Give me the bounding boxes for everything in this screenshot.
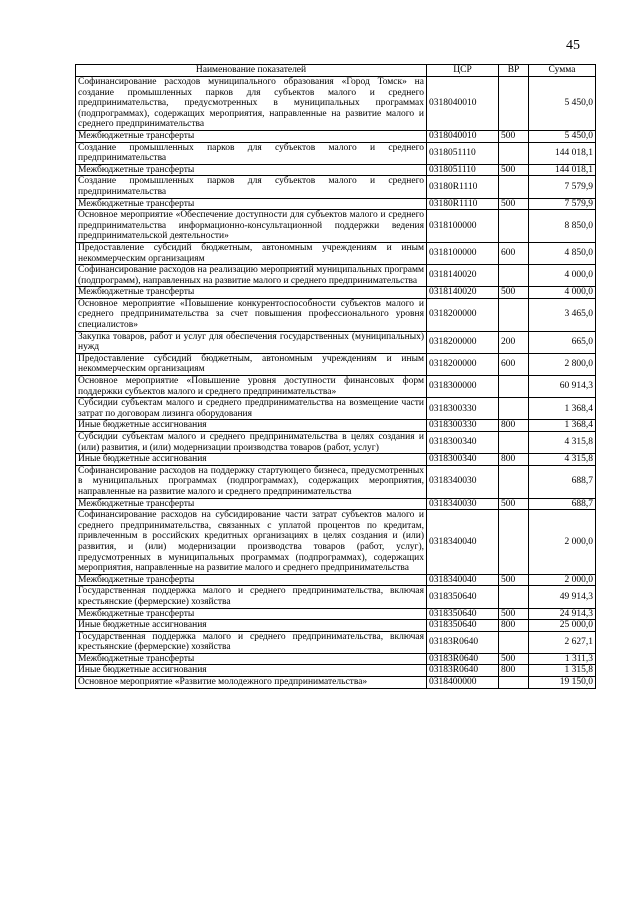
cell-csr: 03183R0640 xyxy=(427,653,499,665)
cell-sum: 24 914,3 xyxy=(529,608,596,620)
cell-csr: 0318200000 xyxy=(427,298,499,331)
table-row xyxy=(76,376,596,398)
table-header-row xyxy=(76,65,596,77)
cell-sum: 4 315,8 xyxy=(529,432,596,454)
cell-name: Межбюджетные трансферты xyxy=(76,574,427,586)
table-row xyxy=(76,631,596,653)
table-row xyxy=(76,465,596,498)
cell-name: Межбюджетные трансферты xyxy=(76,608,427,620)
cell-name: Софинансирование расходов муниципального образования «Город Томск» на создание промышленных парков для субъектов малого и среднего предпринимательства, предусмотренных в муниципальных программах (подпрограммах), содержащих мероприятия, направленные на развитие малого и среднего предпринимательства xyxy=(76,77,427,131)
cell-sum: 4 000,0 xyxy=(529,287,596,299)
cell-vr xyxy=(499,210,529,243)
cell-vr xyxy=(499,510,529,575)
table-body xyxy=(76,77,596,689)
cell-sum: 2 800,0 xyxy=(529,353,596,375)
cell-csr: 0318300340 xyxy=(427,454,499,466)
table-row xyxy=(76,432,596,454)
cell-csr: 0318340040 xyxy=(427,574,499,586)
cell-name: Закупка товаров, работ и услуг для обеспечения государственных (муниципальных) нужд xyxy=(76,331,427,353)
cell-vr xyxy=(499,465,529,498)
table-row xyxy=(76,164,596,176)
cell-name: Создание промышленных парков для субъектов малого и среднего предпринимательства xyxy=(76,176,427,198)
cell-sum: 2 000,0 xyxy=(529,574,596,586)
cell-name: Основное мероприятие «Обеспечение доступности для субъектов малого и среднего предпринимательства информационно-консультационной поддержки ведения предпринимательской деятельности» xyxy=(76,210,427,243)
cell-vr: 500 xyxy=(499,164,529,176)
cell-csr: 0318400000 xyxy=(427,677,499,689)
cell-name: Иные бюджетные ассигнования xyxy=(76,420,427,432)
table-row xyxy=(76,142,596,164)
cell-vr xyxy=(499,298,529,331)
cell-csr: 0318340030 xyxy=(427,498,499,510)
cell-csr: 0318200000 xyxy=(427,331,499,353)
cell-name: Создание промышленных парков для субъектов малого и среднего предпринимательства xyxy=(76,142,427,164)
cell-sum: 4 000,0 xyxy=(529,265,596,287)
cell-vr xyxy=(499,142,529,164)
cell-name: Основное мероприятие «Повышение конкурентоспособности субъектов малого и среднего предпринимательства за счет повышения профессионального уровня специалистов» xyxy=(76,298,427,331)
cell-name: Предоставление субсидий бюджетным, автономным учреждениям и иным некоммерческим организациям xyxy=(76,353,427,375)
cell-sum: 4 850,0 xyxy=(529,242,596,264)
cell-vr: 200 xyxy=(499,331,529,353)
table-row xyxy=(76,287,596,299)
cell-vr xyxy=(499,586,529,608)
table-row xyxy=(76,586,596,608)
table-row xyxy=(76,353,596,375)
cell-vr: 800 xyxy=(499,620,529,632)
cell-vr: 600 xyxy=(499,242,529,264)
cell-sum: 19 150,0 xyxy=(529,677,596,689)
cell-sum: 5 450,0 xyxy=(529,130,596,142)
table-row xyxy=(76,608,596,620)
cell-vr: 500 xyxy=(499,653,529,665)
cell-sum: 688,7 xyxy=(529,465,596,498)
table-row xyxy=(76,420,596,432)
cell-sum: 3 465,0 xyxy=(529,298,596,331)
table-row xyxy=(76,210,596,243)
cell-vr xyxy=(499,176,529,198)
header-csr: ЦСР xyxy=(427,65,499,77)
cell-csr: 0318300330 xyxy=(427,398,499,420)
cell-name: Межбюджетные трансферты xyxy=(76,498,427,510)
table-row xyxy=(76,653,596,665)
cell-sum: 7 579,9 xyxy=(529,198,596,210)
cell-sum: 25 000,0 xyxy=(529,620,596,632)
cell-name: Иные бюджетные ассигнования xyxy=(76,454,427,466)
table-row xyxy=(76,176,596,198)
cell-name: Государственная поддержка малого и среднего предпринимательства, включая крестьянские (фермерские) хозяйства xyxy=(76,586,427,608)
table-row xyxy=(76,454,596,466)
cell-csr: 0318350640 xyxy=(427,620,499,632)
cell-vr: 800 xyxy=(499,420,529,432)
header-vr: ВР xyxy=(499,65,529,77)
cell-csr: 0318140020 xyxy=(427,287,499,299)
cell-csr: 03183R0640 xyxy=(427,631,499,653)
cell-name: Субсидии субъектам малого и среднего предпринимательства в целях создания и (или) развития, и (или) модернизации производства товаров (работ, услуг) xyxy=(76,432,427,454)
cell-vr xyxy=(499,432,529,454)
cell-sum: 1 311,3 xyxy=(529,653,596,665)
table-row xyxy=(76,665,596,677)
budget-table xyxy=(75,64,596,689)
cell-sum: 1 315,8 xyxy=(529,665,596,677)
table-row xyxy=(76,677,596,689)
cell-name: Софинансирование расходов на поддержку стартующего бизнеса, предусмотренных в муниципальных программах (подпрограммах), содержащих мероприятия, направленные на развитие малого и среднего предпринимательства xyxy=(76,465,427,498)
cell-csr: 0318300330 xyxy=(427,420,499,432)
cell-sum: 688,7 xyxy=(529,498,596,510)
cell-csr: 0318200000 xyxy=(427,353,499,375)
table-row xyxy=(76,510,596,575)
cell-sum: 144 018,1 xyxy=(529,164,596,176)
table-row xyxy=(76,498,596,510)
table-row xyxy=(76,620,596,632)
cell-sum: 1 368,4 xyxy=(529,398,596,420)
table-row xyxy=(76,398,596,420)
cell-vr: 500 xyxy=(499,287,529,299)
table-row xyxy=(76,298,596,331)
header-name: Наименование показателей xyxy=(76,65,427,77)
cell-vr xyxy=(499,398,529,420)
cell-name: Субсидии субъектам малого и среднего предпринимательства на возмещение части затрат по договорам лизинга оборудования xyxy=(76,398,427,420)
cell-vr xyxy=(499,677,529,689)
cell-vr: 500 xyxy=(499,130,529,142)
cell-vr xyxy=(499,265,529,287)
table-row xyxy=(76,130,596,142)
cell-csr: 0318100000 xyxy=(427,210,499,243)
cell-csr: 0318051110 xyxy=(427,142,499,164)
cell-name: Межбюджетные трансферты xyxy=(76,653,427,665)
cell-vr: 500 xyxy=(499,498,529,510)
header-sum: Сумма xyxy=(529,65,596,77)
cell-sum: 2 000,0 xyxy=(529,510,596,575)
cell-sum: 8 850,0 xyxy=(529,210,596,243)
cell-vr xyxy=(499,376,529,398)
cell-sum: 665,0 xyxy=(529,331,596,353)
cell-csr: 03180R1110 xyxy=(427,176,499,198)
cell-name: Межбюджетные трансферты xyxy=(76,164,427,176)
cell-name: Межбюджетные трансферты xyxy=(76,287,427,299)
cell-name: Основное мероприятие «Развитие молодежного предпринимательства» xyxy=(76,677,427,689)
cell-sum: 60 914,3 xyxy=(529,376,596,398)
cell-csr: 0318040010 xyxy=(427,130,499,142)
cell-vr: 800 xyxy=(499,454,529,466)
cell-csr: 0318340030 xyxy=(427,465,499,498)
cell-vr: 500 xyxy=(499,574,529,586)
cell-name: Софинансирование расходов на реализацию мероприятий муниципальных программ (подпрограмм), направленных на развитие малого и среднего предпринимательства xyxy=(76,265,427,287)
cell-sum: 4 315,8 xyxy=(529,454,596,466)
cell-csr: 03183R0640 xyxy=(427,665,499,677)
table-row xyxy=(76,265,596,287)
page-number: 45 xyxy=(566,38,580,53)
cell-name: Иные бюджетные ассигнования xyxy=(76,665,427,677)
cell-name: Межбюджетные трансферты xyxy=(76,198,427,210)
cell-sum: 7 579,9 xyxy=(529,176,596,198)
table-row xyxy=(76,77,596,131)
cell-name: Предоставление субсидий бюджетным, автономным учреждениям и иным некоммерческим организациям xyxy=(76,242,427,264)
table-row xyxy=(76,331,596,353)
cell-name: Иные бюджетные ассигнования xyxy=(76,620,427,632)
cell-sum: 5 450,0 xyxy=(529,77,596,131)
cell-vr: 800 xyxy=(499,665,529,677)
cell-name: Межбюджетные трансферты xyxy=(76,130,427,142)
cell-csr: 0318051110 xyxy=(427,164,499,176)
cell-csr: 0318350640 xyxy=(427,586,499,608)
cell-name: Основное мероприятие «Повышение уровня доступности финансовых форм поддержки субъектов малого и среднего предпринимательства» xyxy=(76,376,427,398)
cell-sum: 144 018,1 xyxy=(529,142,596,164)
cell-csr: 0318340040 xyxy=(427,510,499,575)
table-row xyxy=(76,242,596,264)
cell-csr: 0318140020 xyxy=(427,265,499,287)
cell-vr: 500 xyxy=(499,198,529,210)
table-row xyxy=(76,574,596,586)
table-row xyxy=(76,198,596,210)
cell-sum: 1 368,4 xyxy=(529,420,596,432)
cell-sum: 49 914,3 xyxy=(529,586,596,608)
cell-csr: 0318040010 xyxy=(427,77,499,131)
cell-csr: 0318100000 xyxy=(427,242,499,264)
cell-csr: 0318300340 xyxy=(427,432,499,454)
cell-vr xyxy=(499,631,529,653)
cell-name: Софинансирование расходов на субсидирование части затрат субъектов малого и среднего предпринимательства, связанных с уплатой процентов по кредитам, привлеченным в российских кредитных организациях в целях создания и (или) развития, и (или) модернизации производства товаров (работ, услуг), предусмотренных в муниципальных программах (подпрограммах), содержащих мероприятия, направленные на развитие малого и среднего предпринимательства xyxy=(76,510,427,575)
cell-sum: 2 627,1 xyxy=(529,631,596,653)
cell-csr: 0318300000 xyxy=(427,376,499,398)
cell-vr: 500 xyxy=(499,608,529,620)
cell-csr: 0318350640 xyxy=(427,608,499,620)
cell-vr xyxy=(499,77,529,131)
cell-vr: 600 xyxy=(499,353,529,375)
cell-csr: 03180R1110 xyxy=(427,198,499,210)
cell-name: Государственная поддержка малого и среднего предпринимательства, включая крестьянские (фермерские) хозяйства xyxy=(76,631,427,653)
